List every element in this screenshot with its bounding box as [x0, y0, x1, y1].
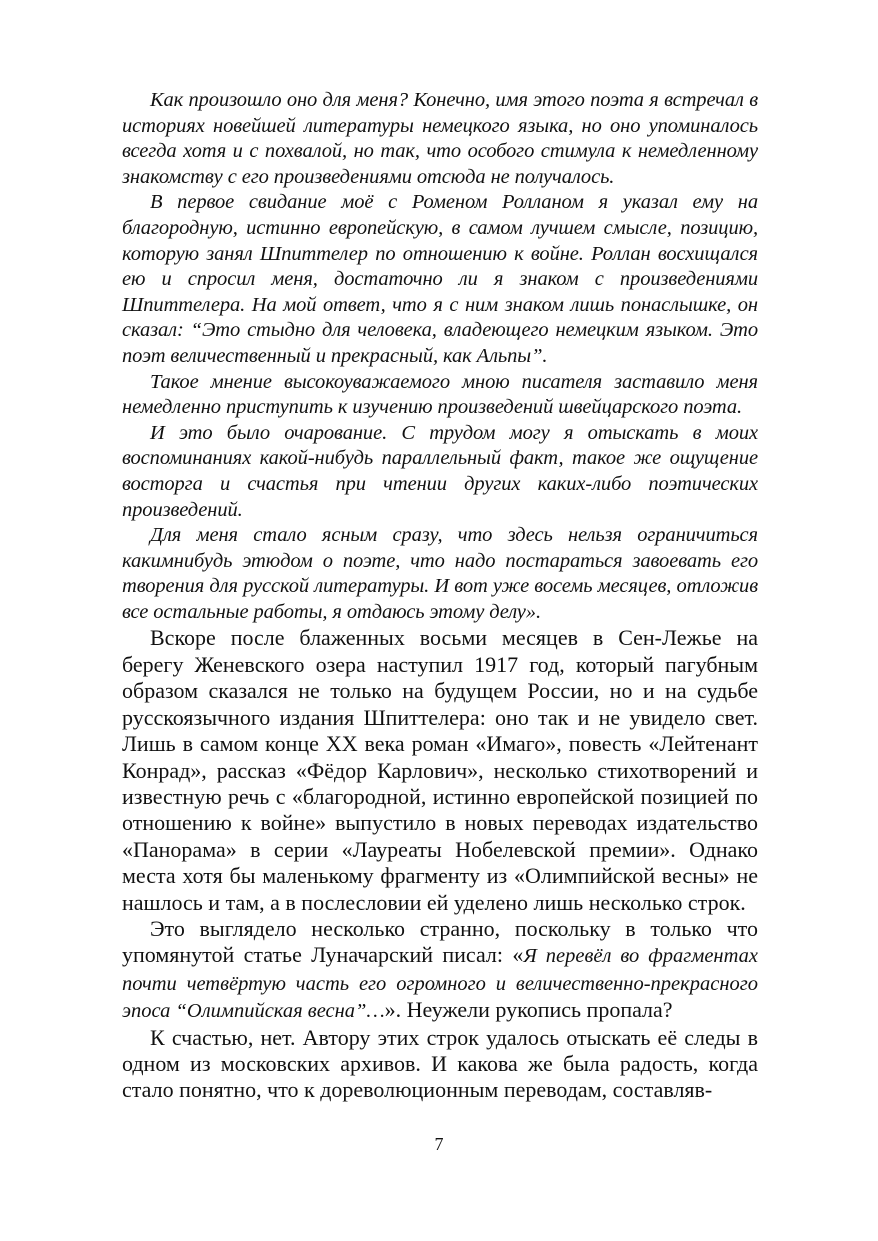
- page-text: [122, 88, 758, 1104]
- body-paragraph-3: К счастью, нет. Автору этих строк удалось отыскать её следы в одном из московских архивов. И какова же была радость, когда стало понятно, что к дореволюционным переводам, составляв-: [122, 1024, 758, 1103]
- body-paragraph-2-start: Это выглядело несколько странно, поскольку в только что упомянутой статье Луначарский писал: «: [122, 915, 758, 968]
- body-paragraph-2-end: ». Неужели рукопись пропала?: [384, 997, 673, 1023]
- body-paragraph-2: [122, 916, 758, 1025]
- page-number: 7: [434, 1134, 444, 1154]
- quote-paragraph-2: В первое свидание моё с Роменом Ролланом я указал ему на благородную, истинно европейскую, в самом лучшем смысле, позицию, которую занял Шпиттелер по отношению к войне. Роллан восхищался ею и спросил меня, достаточно ли я знаком с произведениями Шпиттелера. На мой ответ, что я с ним знаком лишь понаслышке, он сказал: “Это стыдно для человека, владеющего немецким языком. Это поэт величественный и прекрасный, как Альпы”.: [122, 191, 758, 367]
- quote-paragraph-3: Такое мнение высокоуважаемого мною писателя заставило меня немедленно приступить к изучению произведений швейцарского поэта.: [122, 370, 758, 419]
- body-paragraph-1: Вскоре после блаженных восьми месяцев в Сен-Лежье на берегу Женевского озера наступил 1917 год, который пагубным образом сказался не только на будущем России, но и на судьбе русскоязычного издания Шпиттелера: оно так и не увидело свет. Лишь в самом конце XX века роман «Имаго», повесть «Лейтенант Конрад», рассказ «Фёдор Карлович», несколько стихотворений и известную речь с «благородной, истинно европейской позицией по отношению к войне» выпустило в новых переводах издательство «Панорама» в серии «Лауреаты Нобелевской премии». Однако места хотя бы маленькому фрагменту из «Олимпийской весны» не нашлось и там, а в послесловии ей уделено лишь несколько строк.: [122, 625, 758, 915]
- inline-quote: Я перевёл во фрагментах почти четвёртую часть его огромного и величественно-прекрасного эпоса “Олимпийская весна”…: [122, 945, 759, 1023]
- quote-paragraph-5: Для меня стало ясным сразу, что здесь нельзя ограничиться какимнибудь этюдом о поэте, что надо постараться завоевать его творения для русской литературы. И вот уже восемь месяцев, отложив все остальные работы, я отдаюсь этому делу».: [122, 524, 758, 623]
- quote-paragraph-4: И это было очарование. С трудом могу я отыскать в моих воспоминаниях какой-нибудь параллельный факт, такое же ощущение восторга и счастья при чтении других каких-либо поэтических произведений.: [122, 421, 758, 521]
- quote-paragraph-1: Как произошло оно для меня? Конечно, имя этого поэта я встречал в историях новейшей литературы немецкого языка, но оно упоминалось всегда хотя и с похвалой, но так, что особого стимула к немедленному знакомству с его произведениями отсюда не получалось.: [122, 89, 758, 188]
